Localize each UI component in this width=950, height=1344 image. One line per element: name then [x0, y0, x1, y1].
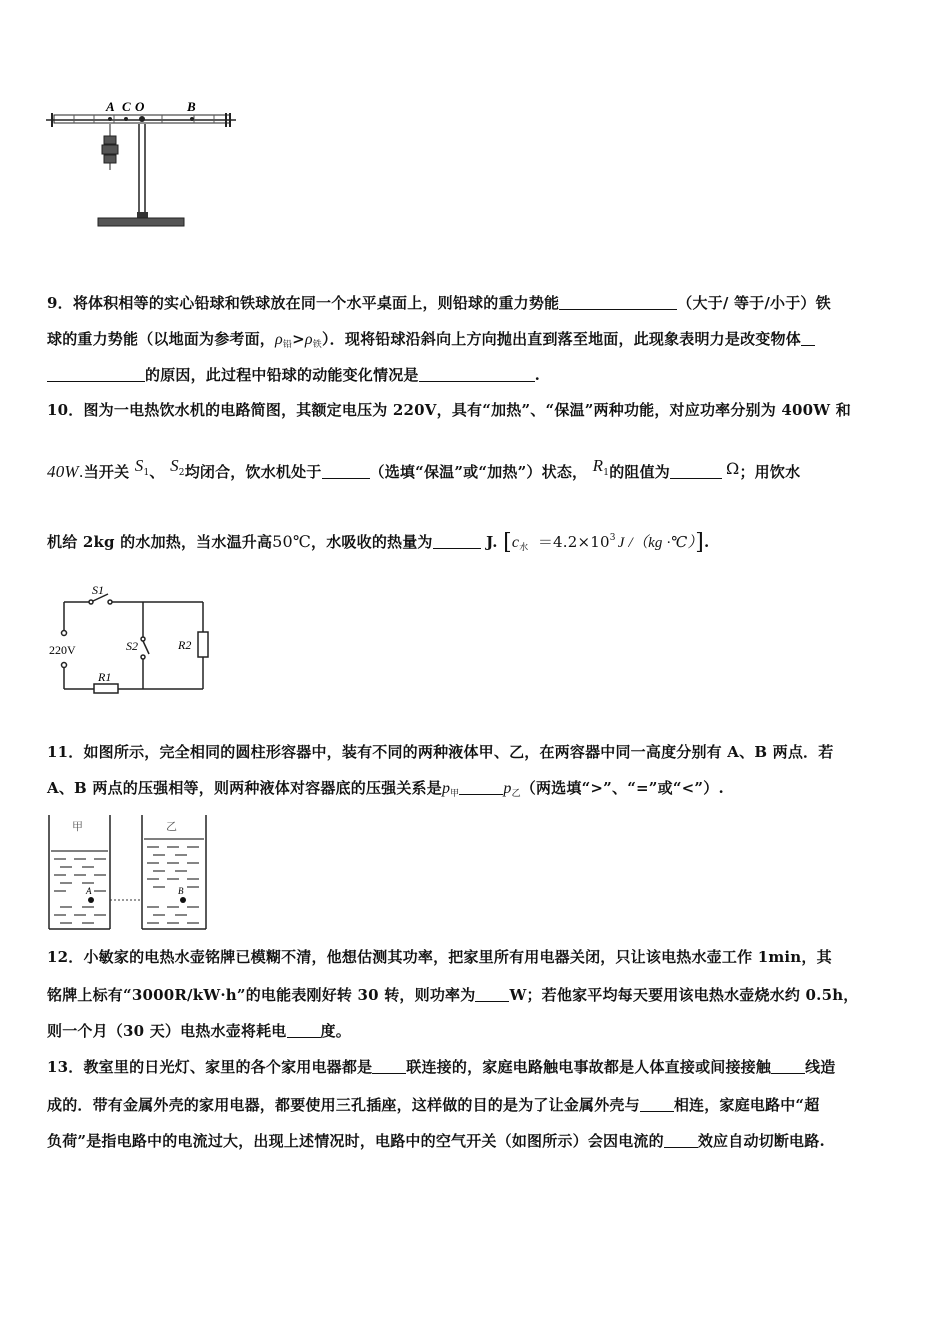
s2-label: S2 — [126, 639, 138, 653]
q9-line-3: 的原因，此过程中铅球的动能变化情况是 . — [47, 364, 540, 385]
label-a: A — [106, 99, 115, 114]
label-o: O — [135, 99, 145, 114]
q9-blank-3[interactable] — [419, 367, 535, 382]
voltage-label: 220V — [49, 643, 76, 657]
q11-line-2: A、B 两点的压强相等，则两种液体对容器底的压强关系是$p_甲$ $p_乙$（两选填“>”、“=”或“<”）. — [47, 779, 724, 799]
q13-blank-4[interactable] — [664, 1133, 698, 1148]
q13-line-3: 负荷”是指电路中的电流过大，出现上述情况时，电路中的空气开关（如图所示）会因电流的 效应自动切断电路. — [47, 1132, 825, 1150]
q12-blank-2[interactable] — [287, 1023, 321, 1038]
q10-blank-3[interactable] — [433, 534, 481, 549]
r2-label: R2 — [178, 638, 192, 652]
r1-label: R1 — [98, 670, 112, 684]
q13-line-1: 13．教室里的日光灯、家里的各个家用电器都是 联连接的，家庭电路触电事故都是人体直接或间接接触 线造 — [47, 1058, 836, 1076]
q9-line-2: 球的重力势能（以地面为参考面，$\rho_铅>\rho_铁$）．现将铅球沿斜向上方向抛出直到落至地面，此现象表明力是改变物体 — [47, 328, 815, 350]
q9-line-1: 9．将体积相等的实心铅球和铁球放在同一个水平桌面上，则铅球的重力势能 （大于/ 等于/小于）铁 — [47, 294, 831, 312]
q13-blank-1[interactable] — [372, 1059, 406, 1074]
q10-blank-1[interactable] — [322, 464, 370, 479]
q12-line-3: 则一个月（30 天）电热水壶将耗电 度。 — [47, 1022, 351, 1040]
lever-figure — [44, 98, 244, 234]
container-left-label: 甲 — [72, 821, 83, 833]
point-a-label: A — [86, 886, 92, 896]
q10-line-2: 40W.当开关 $S^1$、 $S^2$均闭合，饮水机处于 （选填“保温”或“加热”）状态， $R^1$的阻值为 Ω；用饮水 — [47, 456, 801, 481]
q13-line-2: 成的．带有金属外壳的家用电器，都要使用三孔插座，这样做的目的是为了让金属外壳与 相连，家庭电路中“超 — [47, 1096, 820, 1114]
q10-blank-2[interactable] — [670, 464, 722, 479]
label-c: C — [122, 99, 131, 114]
point-b-label: B — [178, 886, 184, 896]
q11-blank[interactable] — [459, 780, 503, 795]
q12-blank-1[interactable] — [475, 987, 509, 1002]
q9-blank-1[interactable] — [559, 295, 677, 310]
container-right-label: 乙 — [166, 821, 177, 833]
q10-line-3: 机给 2kg 的水加热，当水温升高50℃，水吸收的热量为 J. [$c_水 =4.2\times 10^3$ J /（kg ·℃）]. — [47, 530, 710, 555]
s1-label: S1 — [92, 583, 104, 597]
circuit-diagram — [46, 582, 216, 698]
containers-figure — [46, 813, 216, 933]
q11-line-1: 11．如图所示，完全相同的圆柱形容器中，装有不同的两种液体甲、乙，在两容器中同一高度分别有 A、B 两点．若 — [47, 743, 834, 761]
q10-line-1: 10．图为一电热饮水机的电路简图，其额定电压为 220V，具有“加热”、“保温”两种功能，对应功率分别为 400W 和 — [47, 401, 851, 419]
q12-line-1: 12．小敏家的电热水壶铭牌已模糊不清，他想估测其功率，把家里所有用电器关闭，只让该电热水壶工作 1min，其 — [47, 948, 832, 966]
q9-blank-2a[interactable] — [801, 331, 815, 346]
q13-blank-3[interactable] — [640, 1097, 674, 1112]
label-b: B — [187, 99, 196, 114]
q12-line-2: 铭牌上标有“3000R/kW·h”的电能表刚好转 30 转，则功率为 W；若他家平均每天要用该电热水壶烧水约 0.5h， — [47, 986, 859, 1004]
q9-blank-2b[interactable] — [47, 367, 145, 382]
q13-blank-2[interactable] — [771, 1059, 805, 1074]
